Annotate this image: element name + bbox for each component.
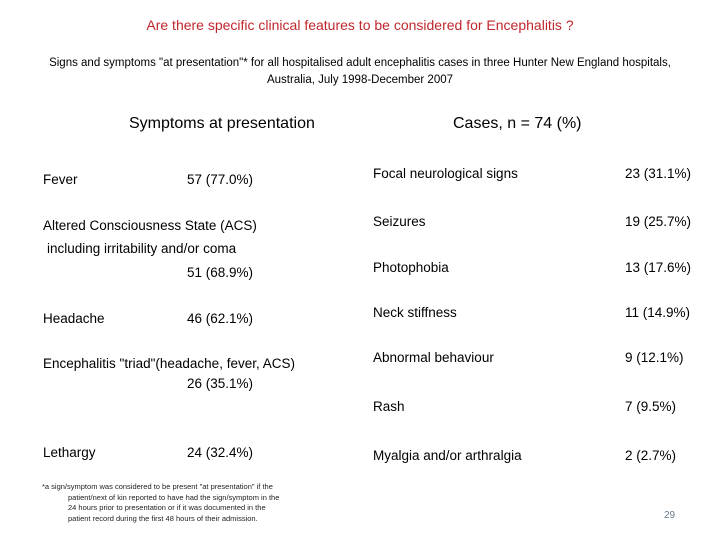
symptom-label: Fever bbox=[43, 172, 78, 187]
symptom-label: Focal neurological signs bbox=[373, 166, 518, 181]
symptom-label: Lethargy bbox=[43, 445, 96, 460]
footnote-line: patient/next of kin reported to have had the sign/symptom in the bbox=[68, 492, 280, 502]
symptom-label-continued: including irritability and/or coma bbox=[47, 241, 237, 256]
symptom-value: 2 (2.7%) bbox=[625, 448, 677, 463]
symptom-label: Encephalitis "triad"(headache, fever, ACS) bbox=[43, 356, 295, 371]
page-number: 29 bbox=[664, 510, 676, 521]
symptom-label: Seizures bbox=[373, 214, 426, 229]
symptom-value: 9 (12.1%) bbox=[625, 350, 684, 365]
symptom-value: 19 (25.7%) bbox=[625, 214, 692, 229]
symptom-label: Abnormal behaviour bbox=[373, 350, 494, 365]
symptom-value: 23 (31.1%) bbox=[625, 166, 692, 181]
symptom-value: 13 (17.6%) bbox=[625, 260, 692, 275]
slide-subtitle: Signs and symptoms "at presentation"* for all hospitalised adult encephalitis cases in three Hunter New England hospitals, Australia, July 1998-December 2007 bbox=[49, 57, 671, 86]
header-symptoms: Symptoms at presentation bbox=[129, 115, 315, 132]
footnote-line: patient record during the first 48 hours of their admission. bbox=[68, 513, 258, 523]
symptom-value: 24 (32.4%) bbox=[187, 445, 254, 460]
footnote bbox=[42, 482, 342, 524]
symptom-label: Rash bbox=[373, 399, 405, 414]
symptom-value: 46 (62.1%) bbox=[187, 311, 254, 326]
symptom-value: 51 (68.9%) bbox=[187, 265, 254, 280]
symptom-value: 11 (14.9%) bbox=[625, 305, 691, 320]
symptom-label: Altered Consciousness State (ACS) bbox=[43, 218, 257, 233]
header-cases: Cases, n = 74 (%) bbox=[453, 115, 582, 132]
symptom-label: Headache bbox=[43, 311, 105, 326]
footnote-line: 24 hours prior to presentation or if it was documented in the bbox=[68, 503, 266, 512]
symptom-label: Myalgia and/or arthralgia bbox=[373, 448, 522, 463]
symptom-label: Neck stiffness bbox=[373, 305, 457, 320]
slide-title: Are there specific clinical features to be considered for Encephalitis ? bbox=[146, 17, 574, 33]
symptom-value: 57 (77.0%) bbox=[187, 172, 254, 187]
symptom-value: 7 (9.5%) bbox=[625, 399, 677, 414]
footnote-line: *a sign/symptom was considered to be present "at presentation" if the bbox=[42, 482, 273, 491]
symptom-value: 26 (35.1%) bbox=[187, 376, 254, 391]
symptom-label: Photophobia bbox=[373, 260, 449, 275]
